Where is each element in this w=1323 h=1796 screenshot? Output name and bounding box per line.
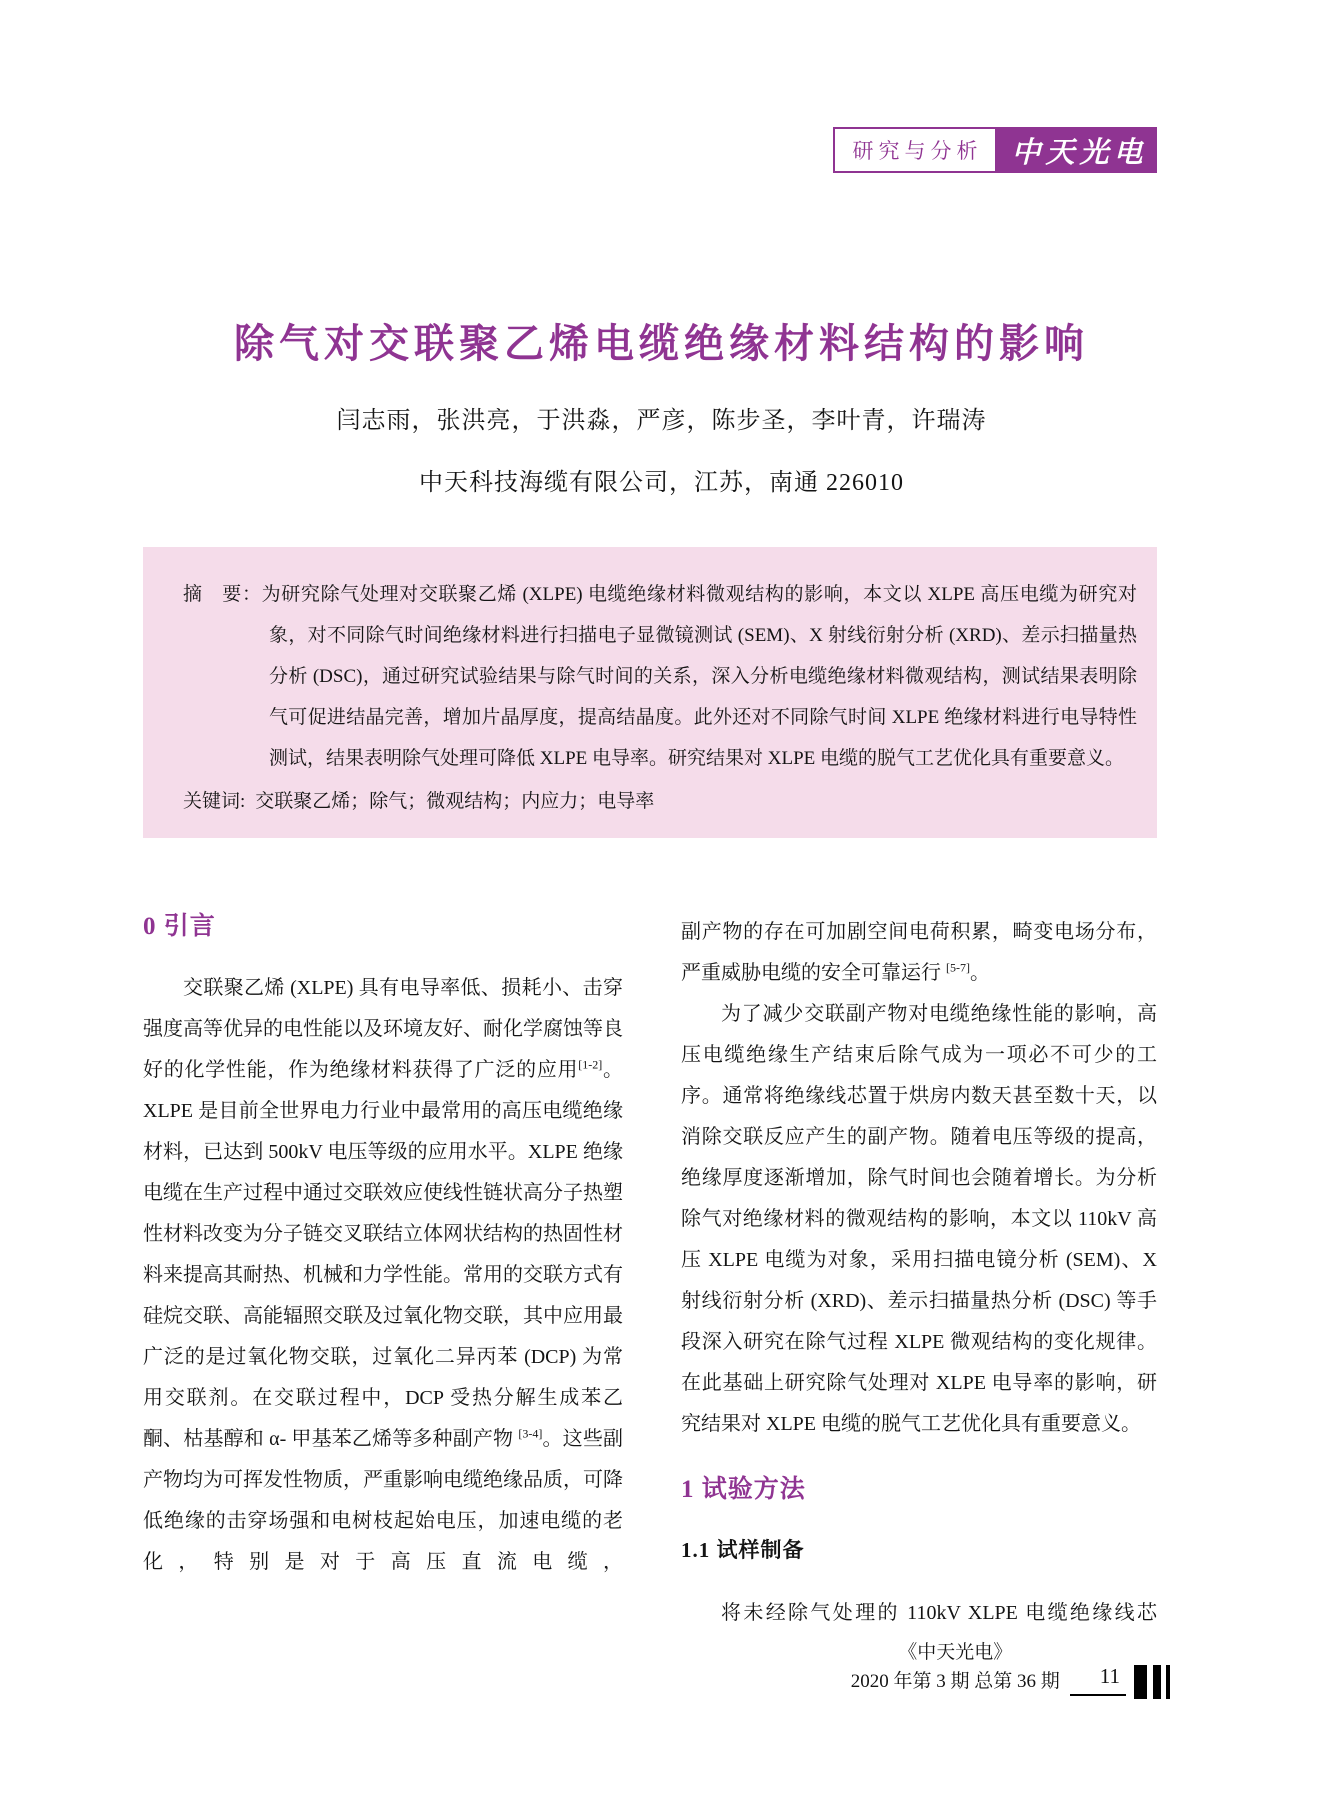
marker-bar-medium [1153,1665,1161,1699]
page-number: 11 [1070,1664,1126,1696]
keywords-line [183,781,1137,822]
intro-paragraph-left [143,968,623,1583]
marker-bar-thick [1134,1665,1147,1699]
article-title: 除气对交联聚乙烯电缆绝缘材料结构的影响 [234,321,1089,366]
abstract-label: 摘 要： [183,584,262,605]
issue-info: 2020 年第 3 期 总第 36 期 [850,1671,1060,1692]
body-column-left [143,906,623,1583]
intro-paragraph-continuation [681,912,1157,994]
page-marker-bars [1134,1665,1170,1699]
journal-issue-block [851,1638,1060,1696]
brand-logo: 中天光电 [997,127,1157,173]
section-heading-introduction: 0 引言 [143,913,216,940]
subsection-heading-sample-prep: 1.1 试样制备 [681,1538,805,1562]
header-badge-row [833,127,1157,173]
intro-left-segment-2: 。XLPE 是目前全世界电力行业中最常用的高压电缆绝缘材料，已达到 500kV 电压等级的应用水平。XLPE 绝缘电缆在生产过程中通过交联效应使线性链状高分子热塑性材料改变为分子链交叉联结立体网状结构的热固性材料来提高其耐热、机械和力学性能。常用的交联方式有硅烷交联、高能辐照交联及过氧化物交联，其中应用最广泛的是过氧化物交联，过氧化二异丙苯 (DCP) 为常用交联剂。在交联过程中，DCP 受热分解生成苯乙酮、枯基醇和 α- 甲基苯乙烯等多种副产物 [143,1059,624,1450]
abstract-box [143,547,1157,838]
intro-right-segment-1: 副产物的存在可加剧空间电荷积累，畸变电场分布，严重威胁电缆的安全可靠运行 [681,921,1157,984]
citation-3-4: [3-4] [518,1426,543,1441]
keywords-label: 关键词: [183,791,246,812]
citation-1-2: [1-2] [578,1057,603,1072]
abstract-text: 为研究除气处理对交联聚乙烯 (XLPE) 电缆绝缘材料微观结构的影响，本文以 XLPE 高压电缆为研究对象，对不同除气时间绝缘材料进行扫描电子显微镜测试 (SEM)、X 射线衍射分析 (XRD)、差示扫描量热分析 (DSC)，通过研究试验结果与除气时间的关系，深入分析电缆绝缘材料微观结构，测试结果表明除气可促进结晶完善，增加片晶厚度，提高结晶度。此外还对不同除气时间 XLPE 绝缘材料进行电导特性测试，结果表明除气处理可降低 XLPE 电导率。研究结果对 XLPE 电缆的脱气工艺优化具有重要意义。 [261,584,1137,769]
intro-paragraph-2: 为了减少交联副产物对电缆绝缘性能的影响，高压电缆绝缘生产结束后除气成为一项必不可少的工序。通常将绝缘线芯置于烘房内数天甚至数十天，以消除交联反应产生的副产物。随着电压等级的提高，绝缘厚度逐渐增加，除气时间也会随着增长。为分析除气对绝缘材料的微观结构的影响，本文以 110kV 高压 XLPE 电缆为对象，采用扫描电镜分析 (SEM)、X 射线衍射分析 (XRD)、差示扫描量热分析 (DSC) 等手段深入研究在除气过程 XLPE 微观结构的变化规律。在此基础上研究除气处理对 XLPE 电导率的影响，研究结果对 XLPE 电缆的脱气工艺优化具有重要意义。 [681,1003,1157,1435]
body-column-right [681,912,1157,1634]
keywords-text: 交联聚乙烯；除气；微观结构；内应力；电导率 [255,791,655,812]
sample-prep-paragraph: 将未经除气处理的 110kV XLPE 电缆绝缘线芯 [721,1602,1157,1624]
citation-5-7: [5-7] [946,960,970,975]
authors-line: 闫志雨，张洪亮，于洪淼，严彦，陈步圣，李叶青，许瑞涛 [336,408,987,434]
section-heading-methods: 1 试验方法 [681,1476,806,1503]
abstract-paragraph [183,574,1137,779]
journal-name: 《中天光电》 [898,1642,1013,1663]
intro-right-segment-2: 。 [970,962,990,984]
section-badge: 研究与分析 [833,127,997,173]
affiliation-line: 中天科技海缆有限公司，江苏，南通 226010 [419,470,904,496]
intro-left-segment-3: 。这些副产物均为可挥发性物质，严重影响电缆绝缘品质，可降低绝缘的击穿场强和电树枝起始电压，加速电缆的老化，特别是对于高压直流电缆， [143,1428,624,1573]
page-footer [700,1638,1170,1696]
marker-bar-thin [1166,1665,1170,1699]
intro-left-segment-1: 交联聚乙烯 (XLPE) 具有电导率低、损耗小、击穿强度高等优异的电性能以及环境友好、耐化学腐蚀等良好的化学性能，作为绝缘材料获得了广泛的应用 [143,977,623,1081]
